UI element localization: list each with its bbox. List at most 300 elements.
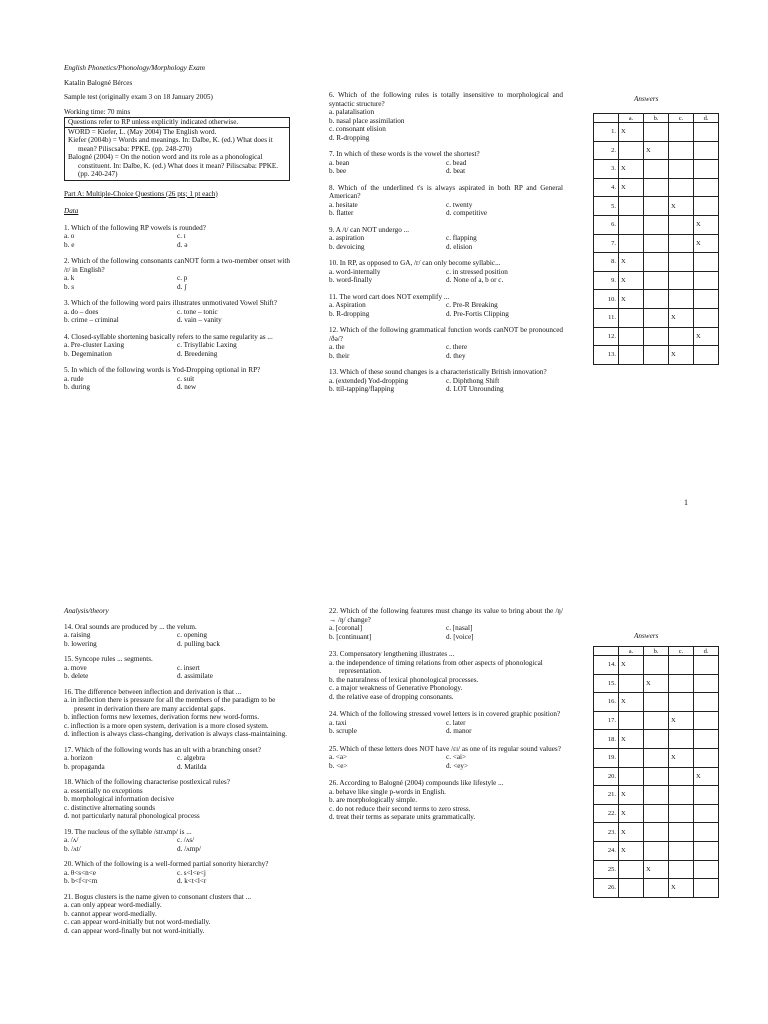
answer-option: b. lowering: [64, 639, 97, 648]
answer-cell: [619, 730, 644, 749]
answer-mark: X: [671, 314, 676, 322]
answer-option: d. None of a, b or c.: [446, 276, 504, 284]
answer-option: d. can appear word-finally but not word-initially.: [64, 926, 205, 935]
answer-option: c. Diphthong Shift: [446, 376, 500, 385]
answer-cell: [644, 215, 669, 234]
question-text: 26. According to Balogné (2004) compounds like lifestyle ...: [329, 779, 504, 787]
answer-option: a. word-internally: [329, 267, 381, 276]
answer-cell: [619, 271, 644, 290]
answer-row: [594, 860, 719, 879]
question-number: 6.: [594, 215, 619, 234]
answer-cell: [619, 178, 644, 197]
answer-mark: X: [646, 679, 651, 687]
question-item: [329, 779, 563, 822]
question-text: 11. The word cart does NOT exemplify ...: [329, 292, 450, 301]
answer-cell: [694, 711, 719, 730]
answer-options: [64, 631, 290, 648]
answer-cell: [619, 767, 644, 786]
answer-grid-corner: [594, 114, 619, 123]
answer-cell: [619, 711, 644, 730]
answer-option: d. vain – vanity: [177, 316, 222, 324]
answer-cell: [669, 123, 694, 142]
question-text: 2. Which of the following consonants canNOT form a two-member onset with /r/ in English?: [64, 257, 290, 274]
answer-options: [64, 664, 290, 681]
answer-cell: [619, 656, 644, 675]
question-text: 9. A /t/ can NOT undergo ...: [329, 225, 409, 234]
answer-row: [594, 234, 719, 253]
answer-cell: [619, 160, 644, 179]
answer-row: [594, 804, 719, 823]
answer-cell: [669, 879, 694, 898]
exam-title: English Phonetics/Phonology/Morphology Exam: [64, 64, 205, 72]
answer-options: [64, 274, 290, 291]
answer-cell: [669, 346, 694, 365]
reference-kiefer: Kiefer (2004b) = Words and meanings. In: Dalbe, K. (ed.) What does it mean? Piliscsaba: PPKE. (pp. 248-270): [68, 136, 273, 153]
answer-option: d. they: [446, 351, 466, 360]
question-number: 23.: [594, 823, 619, 842]
question-number: 22.: [594, 804, 619, 823]
question-text: 19. The nucleus of the syllable /strʌmp/ is ...: [64, 827, 192, 836]
answer-row: [594, 841, 719, 860]
answer-row: [594, 290, 719, 309]
answer-cell: [644, 767, 669, 786]
answer-option: c. s<l<e<j: [177, 868, 206, 877]
answer-option: b. /ʌt/: [64, 844, 81, 853]
question-item: [329, 745, 563, 771]
answer-mark: X: [621, 295, 626, 303]
answer-cell: [694, 674, 719, 693]
answer-option: c. tone – tonic: [177, 307, 218, 316]
question-text: 3. Which of the following word pairs illustrates unmotivated Vowel Shift?: [64, 299, 277, 307]
question-text: 14. Oral sounds are produced by ... the velum.: [64, 622, 197, 631]
answer-column-header: b.: [644, 647, 669, 656]
question-text: 12. Which of the following grammatical function words canNOT be pronounced /ðə/?: [329, 326, 563, 343]
question-item: [329, 607, 563, 641]
question-text: 16. The difference between inflection and derivation is that ...: [64, 687, 242, 696]
answer-option: a. the independence of timing relations from other aspects of phonological representation.: [329, 658, 543, 675]
question-item: [64, 860, 290, 886]
answer-cell: [619, 786, 644, 805]
question-item: [329, 184, 563, 218]
reference-word: WORD = Kiefer, L. (May 2004) The English word.: [68, 127, 217, 136]
answer-cell: [694, 271, 719, 290]
question-number: 21.: [594, 786, 619, 805]
question-number: 24.: [594, 841, 619, 860]
answer-cell: [619, 346, 644, 365]
answer-cell: [669, 748, 694, 767]
answer-mark: X: [621, 847, 626, 855]
answer-cell: [644, 860, 669, 879]
answer-option: a. palatalisation: [329, 108, 375, 116]
answer-option: d. assimilate: [177, 672, 213, 680]
question-number: 26.: [594, 879, 619, 898]
answer-option: c. bead: [446, 158, 467, 167]
answer-row: [594, 271, 719, 290]
answer-cell: [669, 253, 694, 272]
answer-cell: [669, 711, 694, 730]
answer-option: b. scruple: [329, 727, 357, 735]
answer-mark: X: [621, 810, 626, 818]
answer-option: a. /ʌ/: [64, 836, 79, 844]
answer-options: [329, 753, 563, 770]
question-text: 23. Compensatory lengthening illustrates ...: [329, 650, 455, 658]
author-name: Katalin Balogné Bérces: [64, 78, 133, 87]
answer-option: c. algebra: [177, 754, 205, 762]
question-item: [64, 893, 290, 936]
answer-cell: [619, 215, 644, 234]
answer-row: [594, 253, 719, 272]
answer-mark: X: [621, 828, 626, 836]
question-text: 17. Which of the following words has an ult with a branching onset?: [64, 745, 261, 754]
answer-grid: [593, 646, 719, 898]
answer-row: [594, 823, 719, 842]
answer-mark: X: [621, 128, 626, 136]
page1-right-column: [329, 91, 563, 394]
answer-option: c. opening: [177, 631, 207, 639]
answer-cell: [669, 693, 694, 712]
page2-left-column: [64, 607, 290, 935]
answer-option: a. hesitate: [329, 200, 358, 209]
answer-mark: X: [646, 865, 651, 873]
answer-option: b. Degemination: [64, 349, 112, 358]
answer-option: c. Trisyllabic Laxing: [177, 341, 237, 349]
answer-mark: X: [671, 754, 676, 762]
answer-cell: [619, 879, 644, 898]
answer-cell: [619, 860, 644, 879]
answers-title: Answers: [634, 95, 659, 103]
answer-cell: [694, 123, 719, 142]
answer-mark: X: [696, 772, 701, 780]
answer-cell: [669, 841, 694, 860]
answer-option: b. s: [64, 282, 74, 291]
answer-option: a. horizon: [64, 754, 93, 762]
answer-cell: [694, 841, 719, 860]
answer-option: b. <e>: [329, 761, 348, 770]
answer-mark: X: [621, 791, 626, 799]
answer-option: c. Pre-R Breaking: [446, 301, 498, 309]
answer-cell: [694, 253, 719, 272]
reference-balogne: Balogné (2004) = On the notion word and its role as a phonological constituent. In: Dalbe, K. (ed.) What does it mean? Piliscsaba: PPKE. (pp. 240-247): [68, 153, 279, 178]
answer-options: [329, 343, 563, 360]
answer-row: [594, 730, 719, 749]
answer-option: d. Breedening: [177, 349, 218, 358]
question-list: [64, 623, 290, 936]
answer-options: [64, 869, 290, 886]
answer-cell: [644, 123, 669, 142]
answer-cell: [644, 290, 669, 309]
answer-cell: [644, 748, 669, 767]
answer-option: c. there: [446, 343, 468, 351]
answer-option: b. [continuant]: [329, 632, 372, 641]
answer-row: [594, 123, 719, 142]
answer-option: d. LOT Unrounding: [446, 385, 504, 393]
question-item: [64, 746, 290, 772]
answer-cell: [644, 234, 669, 253]
answer-option: a. raising: [64, 631, 91, 639]
question-text: 18. Which of the following characterise postlexical rules?: [64, 778, 230, 786]
answer-option: d. manor: [446, 727, 472, 735]
answer-cell: [669, 767, 694, 786]
answer-cell: [644, 879, 669, 898]
page1-left-column: [64, 64, 290, 392]
answer-column-header: a.: [619, 114, 644, 123]
answer-cell: [694, 656, 719, 675]
answer-option: c. insert: [177, 663, 200, 672]
answer-option: b. nasal place assimilation: [329, 116, 405, 125]
answer-cell: [694, 879, 719, 898]
answer-option: a. aspiration: [329, 234, 365, 242]
answer-option: a. Aspiration: [329, 301, 366, 309]
answer-option: a. in inflection there is pressure for all the members of the paradigm to be present in derivation there are many accidental gaps.: [64, 696, 276, 713]
answer-options: [329, 301, 563, 318]
answer-option: c. <ai>: [446, 753, 467, 761]
answer-cell: [694, 290, 719, 309]
answer-options: [329, 201, 563, 218]
sample-note: Sample test (originally exam 3 on 18 January 2005): [64, 93, 213, 101]
answer-option: b. morphological information decisive: [64, 795, 175, 803]
answer-row: [594, 160, 719, 179]
question-number: 3.: [594, 160, 619, 179]
question-text: 20. Which of the following is a well-formed partial sonority hierarchy?: [64, 860, 269, 868]
question-number: 10.: [594, 290, 619, 309]
answer-cell: [694, 160, 719, 179]
answer-cell: [694, 215, 719, 234]
question-text: 6. Which of the following rules is totally insensitive to morphological and syntactic structure?: [329, 91, 563, 108]
answer-cell: [644, 197, 669, 216]
answer-column-header: c.: [669, 647, 694, 656]
answer-options: [329, 624, 563, 641]
question-item: [64, 257, 290, 291]
answer-cell: [644, 253, 669, 272]
question-item: [64, 623, 290, 649]
answer-option: a. essentially no exceptions: [64, 786, 143, 795]
answer-cell: [669, 290, 694, 309]
question-text: 15. Syncope rules ... segments.: [64, 655, 153, 663]
answer-option: c. in stressed position: [446, 267, 508, 276]
answer-cell: [669, 674, 694, 693]
answer-option: d. the relative ease of dropping consonants.: [329, 692, 454, 701]
answer-cell: [694, 693, 719, 712]
question-number: 25.: [594, 860, 619, 879]
answer-cell: [694, 197, 719, 216]
answer-option: d. beat: [446, 167, 466, 175]
answer-cell: [619, 841, 644, 860]
answer-option: c. suit: [177, 374, 195, 383]
answer-option: b. cannot appear word-medially.: [64, 909, 157, 918]
answer-cell: [669, 730, 694, 749]
answer-option: c. [nasal]: [446, 624, 473, 632]
question-number: 15.: [594, 674, 619, 693]
question-number: 4.: [594, 178, 619, 197]
answer-options: [329, 377, 563, 394]
exam-page-2: [0, 512, 768, 1024]
rp-note: Questions refer to RP unless explicitly indicated otherwise.: [65, 118, 289, 128]
answer-mark: X: [621, 661, 626, 669]
section-heading: Analysis/theory: [64, 607, 109, 615]
answer-cell: [644, 178, 669, 197]
answer-mark: X: [646, 146, 651, 154]
question-number: 19.: [594, 748, 619, 767]
answer-mark: X: [671, 884, 676, 892]
answer-option: b. during: [64, 383, 90, 391]
answer-cell: [694, 767, 719, 786]
answer-column-header: d.: [694, 647, 719, 656]
answer-cell: [669, 215, 694, 234]
answer-grid-body: [594, 656, 719, 898]
question-text: 4. Closed-syllable shortening basically refers to the same regularity as ...: [64, 332, 273, 341]
answer-options: [329, 719, 563, 736]
question-item: [329, 326, 563, 360]
question-item: [64, 224, 290, 250]
answer-option: b. crime – criminal: [64, 316, 119, 324]
answer-cell: [644, 141, 669, 160]
question-number: 17.: [594, 711, 619, 730]
answer-option: b. are morphologically simple.: [329, 796, 418, 804]
question-number: 8.: [594, 253, 619, 272]
question-number: 16.: [594, 693, 619, 712]
working-time: Working time: 70 mins: [64, 107, 131, 116]
answer-cell: [619, 748, 644, 767]
answer-option: c. /ʌs/: [177, 836, 195, 844]
answer-option: a. [coronal]: [329, 624, 363, 632]
answer-cell: [644, 804, 669, 823]
question-item: [64, 655, 290, 681]
answer-option: d. treat their terms as separate units grammatically.: [329, 813, 476, 821]
data-label: Data: [64, 207, 79, 215]
answer-option: d. R-dropping: [329, 133, 370, 142]
answer-cell: [694, 860, 719, 879]
answer-row: [594, 711, 719, 730]
answer-mark: X: [696, 332, 701, 340]
question-text: 21. Bogus clusters is the name given to consonant clusters that ...: [64, 892, 252, 901]
question-number: 18.: [594, 730, 619, 749]
question-item: [329, 368, 563, 394]
answer-options: [329, 159, 563, 176]
answer-cell: [644, 271, 669, 290]
answer-column-header: c.: [669, 114, 694, 123]
answer-option: d. inflection is always class-changing, derivation is always class-maintaining.: [64, 730, 287, 738]
answer-mark: X: [621, 698, 626, 706]
answer-option: a. Pre-cluster Laxing: [64, 341, 125, 349]
answer-cell: [669, 656, 694, 675]
answer-column-header: b.: [644, 114, 669, 123]
question-number: 20.: [594, 767, 619, 786]
answer-option: c. consonant elision: [329, 125, 386, 133]
answer-cell: [644, 308, 669, 327]
question-item: [329, 91, 563, 142]
answer-cell: [644, 693, 669, 712]
question-list: [329, 91, 563, 394]
answer-option: b. bee: [329, 167, 347, 175]
answer-row: [594, 197, 719, 216]
answer-option: d. Matilda: [177, 762, 207, 771]
answer-option: d. elision: [446, 242, 473, 251]
question-item: [329, 293, 563, 319]
answer-option: a. (extended) Yod-dropping: [329, 376, 409, 385]
answer-option: b. delete: [64, 672, 89, 680]
answer-option: c. later: [446, 718, 466, 727]
answer-option: d. k<t<l<r: [177, 877, 207, 885]
answer-cell: [669, 234, 694, 253]
answer-row: [594, 346, 719, 365]
answer-cell: [669, 327, 694, 346]
answer-cell: [619, 290, 644, 309]
answer-cell: [644, 674, 669, 693]
question-number: 1.: [594, 123, 619, 142]
answer-option: c. do not reduce their second terms to zero stress.: [329, 804, 471, 813]
answer-mark: X: [671, 717, 676, 725]
answer-cell: [669, 823, 694, 842]
answer-options: [64, 341, 290, 358]
answer-cell: [619, 253, 644, 272]
question-list: [329, 607, 563, 822]
answer-option: d. [voice]: [446, 632, 474, 641]
answer-grid-corner: [594, 647, 619, 656]
answer-cell: [694, 141, 719, 160]
question-text: 7. In which of these words is the vowel the shortest?: [329, 150, 480, 158]
answer-grid: [593, 113, 719, 365]
answer-option: d. competitive: [446, 209, 488, 217]
answer-cell: [694, 804, 719, 823]
answer-option: c. p: [177, 274, 188, 282]
question-text: 22. Which of the following features must change its value to bring about the /ŋ/ → /ŋ/ change?: [329, 607, 563, 624]
answer-cell: [644, 327, 669, 346]
answer-option: a. behave like single p-words in English.: [329, 787, 446, 796]
answer-cell: [669, 308, 694, 327]
answer-cell: [619, 123, 644, 142]
answer-options: [64, 754, 290, 771]
answer-option: d. new: [177, 383, 197, 391]
answer-row: [594, 879, 719, 898]
answer-row: [594, 178, 719, 197]
answer-mark: X: [621, 258, 626, 266]
answer-option: c. twenty: [446, 200, 473, 209]
answer-row: [594, 141, 719, 160]
answer-options: [64, 308, 290, 325]
question-number: 9.: [594, 271, 619, 290]
answer-mark: X: [671, 202, 676, 210]
answer-option: b. propaganda: [64, 762, 105, 771]
answer-option: b. their: [329, 351, 350, 360]
answer-option: d. <ey>: [446, 761, 469, 770]
answer-row: [594, 327, 719, 346]
answer-cell: [694, 178, 719, 197]
answer-cell: [669, 141, 694, 160]
answer-option: a. can only appear word-medially.: [64, 901, 162, 909]
page-number: 1: [684, 498, 688, 507]
answer-option: d. Pre-Fortis Clipping: [446, 309, 509, 318]
answer-cell: [619, 141, 644, 160]
answer-option: b. R-dropping: [329, 309, 370, 318]
answer-cell: [694, 730, 719, 749]
answer-cell: [619, 308, 644, 327]
answer-cell: [669, 178, 694, 197]
answer-option: c. flapping: [446, 234, 477, 242]
answer-cell: [619, 804, 644, 823]
answer-option: a. rude: [64, 374, 84, 383]
answer-row: [594, 693, 719, 712]
question-item: [329, 259, 563, 285]
answer-grid-header-row: [594, 114, 719, 123]
answer-grid-header: [594, 647, 719, 656]
answer-cell: [644, 346, 669, 365]
answer-cell: [644, 730, 669, 749]
answer-cell: [619, 327, 644, 346]
answer-option: c. distinctive alternating sounds: [64, 803, 156, 812]
answer-cell: [619, 674, 644, 693]
answer-cell: [619, 693, 644, 712]
answer-option: c. a major weakness of Generative Phonology.: [329, 684, 463, 692]
